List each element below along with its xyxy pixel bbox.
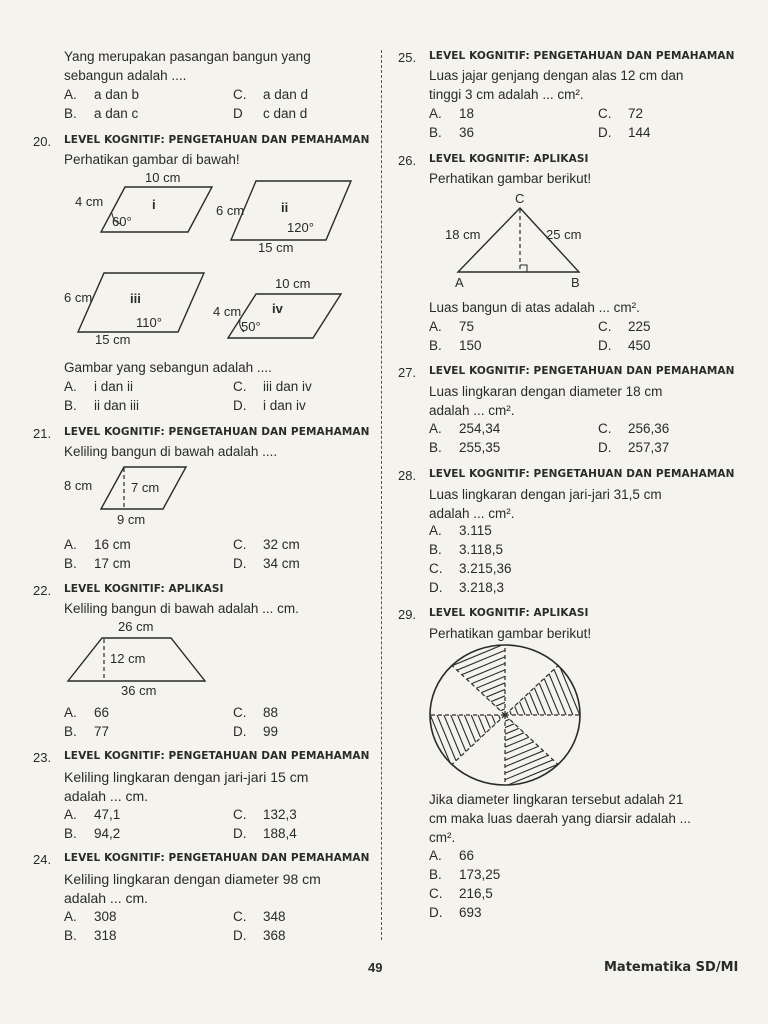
option-text: i dan iv	[263, 398, 306, 413]
q19-stem-line2: sebangun adalah ....	[64, 68, 187, 83]
q20-level: LEVEL KOGNITIF: PENGETAHUAN DAN PEMAHAMAN	[64, 134, 370, 146]
vertex-a-label: A	[455, 275, 464, 290]
option-letter: A.	[64, 379, 77, 394]
vertex-b-label: B	[571, 275, 580, 290]
q24-stem-line1: Keliling lingkaran dengan diameter 98 cm	[64, 871, 321, 887]
i-side-label: 4 cm	[75, 194, 104, 209]
q24-stem-line2: adalah ... cm.	[64, 890, 149, 906]
hatch-line	[459, 669, 505, 780]
q26-left-label: 18 cm	[445, 227, 481, 242]
q21-level: LEVEL KOGNITIF: PENGETAHUAN DAN PEMAHAMAN	[64, 426, 370, 438]
option-text: 88	[263, 705, 279, 720]
q19-stem-line1: Yang merupakan pasangan bangun yang	[64, 49, 311, 64]
option-letter: C.	[233, 909, 247, 924]
q21-number: 21.	[33, 426, 52, 441]
hatch-line	[546, 635, 592, 746]
option-text: 3.218,3	[459, 580, 505, 595]
option-text: 72	[628, 106, 644, 121]
option-text: 16 cm	[94, 537, 131, 552]
option-text: 18	[459, 106, 475, 121]
iv-side-label: 4 cm	[213, 304, 242, 319]
q29-number: 29.	[398, 607, 417, 622]
q21-base-label: 9 cm	[117, 512, 146, 527]
option-text: 3.118,5	[459, 542, 504, 557]
ii-side-label: 6 cm	[216, 203, 245, 218]
q22-number: 22.	[33, 583, 52, 598]
option-letter: A.	[64, 909, 77, 924]
q28-stem-line2: adalah ... cm².	[429, 506, 515, 521]
q21-height-label: 7 cm	[131, 480, 160, 495]
hatch-line	[453, 671, 499, 782]
option-text: c dan d	[263, 106, 308, 121]
option-text: 66	[94, 705, 110, 720]
hatch-line	[418, 684, 464, 795]
q25-stem-line2: tinggi 3 cm adalah ... cm².	[429, 87, 584, 102]
option-text: 32 cm	[263, 537, 300, 552]
q23-level: LEVEL KOGNITIF: PENGETAHUAN DAN PEMAHAMAN	[64, 750, 370, 762]
hatch-line	[511, 648, 557, 759]
hatch-line	[471, 741, 582, 787]
option-text: 144	[628, 125, 651, 140]
option-letter: D.	[598, 338, 612, 353]
q27-stem-line1: Luas lingkaran dengan diameter 18 cm	[429, 384, 663, 399]
iii-name-label: iii	[130, 291, 141, 306]
q29-prompt-line1: Jika diameter lingkaran tersebut adalah 21	[429, 792, 684, 807]
option-letter: C.	[429, 561, 443, 576]
option-text: 94,2	[94, 826, 121, 841]
option-letter: D.	[233, 928, 247, 943]
q23-number: 23.	[33, 750, 52, 765]
hatch-line	[423, 632, 534, 678]
option-text: 17 cm	[94, 556, 131, 571]
option-text: 255,35	[459, 440, 501, 455]
q24-level: LEVEL KOGNITIF: PENGETAHUAN DAN PEMAHAMAN	[64, 852, 370, 864]
ii-angle-label: 120°	[287, 220, 314, 235]
option-text: 216,5	[459, 886, 493, 901]
hatch-line	[441, 675, 487, 786]
option-letter: A.	[64, 537, 77, 552]
hatch-line	[541, 637, 587, 748]
q29-option-c[interactable]	[429, 885, 493, 903]
q21-stem: Keliling bangun di bawah adalah ....	[64, 444, 278, 459]
option-letter: C.	[233, 537, 247, 552]
option-letter: D	[233, 106, 243, 121]
q24-number: 24.	[33, 852, 52, 867]
option-text: 99	[263, 724, 279, 739]
option-letter: B.	[64, 724, 77, 739]
option-text: 150	[459, 338, 482, 353]
iv-name-label: iv	[272, 301, 283, 316]
option-text: 47,1	[94, 807, 121, 822]
q23-stem-line1: Keliling lingkaran dengan jari-jari 15 cm	[64, 769, 309, 785]
option-text: 132,3	[263, 807, 297, 822]
q29-option-d[interactable]	[429, 904, 482, 922]
hatch-line	[454, 703, 565, 749]
option-letter: A.	[429, 523, 442, 538]
option-letter: C.	[233, 807, 247, 822]
i-top-label: 10 cm	[145, 170, 181, 185]
q22-top-label: 26 cm	[118, 619, 154, 634]
option-letter: B.	[64, 826, 77, 841]
option-letter: B.	[64, 398, 77, 413]
option-text: iii dan iv	[263, 379, 312, 394]
option-letter: C.	[429, 886, 443, 901]
option-letter: B.	[64, 106, 77, 121]
option-letter: A.	[429, 319, 442, 334]
q25-level: LEVEL KOGNITIF: PENGETAHUAN DAN PEMAHAMAN	[429, 50, 735, 62]
i-angle-label: 60°	[112, 214, 132, 229]
q20-prompt: Gambar yang sebangun adalah ....	[64, 360, 272, 375]
hatch-line	[467, 730, 578, 776]
option-letter: D.	[429, 580, 443, 595]
option-letter: C.	[598, 319, 612, 334]
option-letter: C.	[598, 421, 612, 436]
sector-divider	[452, 715, 505, 764]
q20-stem: Perhatikan gambar di bawah!	[64, 152, 240, 167]
option-text: 450	[628, 338, 651, 353]
hatch-line	[523, 644, 569, 755]
option-letter: A.	[64, 807, 77, 822]
option-letter: C.	[233, 379, 247, 394]
option-text: 173,25	[459, 867, 501, 882]
q26-stem: Perhatikan gambar berikut!	[429, 171, 592, 186]
option-letter: B.	[429, 338, 442, 353]
hatch-line	[406, 689, 452, 800]
option-letter: A.	[64, 705, 77, 720]
option-text: 368	[263, 928, 286, 943]
q22-bottom-label: 36 cm	[121, 683, 157, 698]
q22-stem: Keliling bangun di bawah adalah ... cm.	[64, 601, 299, 616]
hatch-line	[445, 681, 556, 727]
q26-level: LEVEL KOGNITIF: APLIKASI	[429, 153, 589, 165]
q28-stem-line1: Luas lingkaran dengan jari-jari 31,5 cm	[429, 487, 662, 502]
option-text: a dan d	[263, 87, 309, 102]
hatch-line	[529, 641, 575, 752]
option-text: 693	[459, 905, 482, 920]
q20-number: 20.	[33, 134, 52, 149]
option-letter: D.	[598, 440, 612, 455]
option-letter: B.	[64, 556, 77, 571]
option-text: 34 cm	[263, 556, 300, 571]
option-text: 3.115	[459, 523, 492, 538]
option-text: 36	[459, 125, 475, 140]
q26-number: 26.	[398, 153, 417, 168]
q28-level: LEVEL KOGNITIF: PENGETAHUAN DAN PEMAHAMAN	[429, 468, 735, 480]
ii-name-label: ii	[281, 200, 289, 215]
option-letter: A.	[429, 106, 442, 121]
q25-number: 25.	[398, 50, 417, 65]
i-name-label: i	[152, 197, 156, 212]
option-text: ii dan iii	[94, 398, 140, 413]
option-text: a dan c	[94, 106, 139, 121]
q29-level: LEVEL KOGNITIF: APLIKASI	[429, 607, 589, 619]
hatch-line	[429, 680, 475, 791]
q27-stem-line2: adalah ... cm².	[429, 403, 515, 418]
option-letter: D.	[233, 398, 247, 413]
option-letter: B.	[429, 125, 442, 140]
q27-number: 27.	[398, 365, 417, 380]
q22-height-label: 12 cm	[110, 651, 146, 666]
hatch-line	[420, 626, 531, 672]
ii-bottom-label: 15 cm	[258, 240, 294, 255]
option-text: 66	[459, 848, 475, 863]
option-letter: B.	[429, 440, 442, 455]
option-text: 257,37	[628, 440, 670, 455]
q29-option-b[interactable]	[429, 866, 500, 884]
option-text: 254,34	[459, 421, 501, 436]
q26-right-label: 25 cm	[546, 227, 582, 242]
iii-side-label: 6 cm	[64, 290, 93, 305]
option-text: 308	[94, 909, 117, 924]
hatch-line	[459, 714, 570, 760]
option-text: 225	[628, 319, 651, 334]
hatch-line	[412, 687, 458, 798]
option-letter: C.	[233, 87, 247, 102]
q25-stem-line1: Luas jajar genjang dengan alas 12 cm dan	[429, 68, 684, 83]
option-letter: D.	[233, 556, 247, 571]
book-title: Matematika SD/MI	[604, 960, 739, 975]
option-letter: A.	[429, 848, 442, 863]
hatch-line	[428, 643, 539, 689]
option-text: 348	[263, 909, 286, 924]
hatched-sector	[418, 621, 558, 733]
hatch-line	[433, 654, 544, 700]
option-letter: B.	[429, 867, 442, 882]
q29-prompt-line2: cm maka luas daerah yang diarsir adalah ...	[429, 811, 691, 826]
q29-stem: Perhatikan gambar berikut!	[429, 626, 592, 641]
q23-stem-line2: adalah ... cm.	[64, 788, 149, 804]
option-letter: C.	[598, 106, 612, 121]
hatch-line	[435, 678, 481, 789]
hatch-line	[447, 687, 558, 733]
q22-level: LEVEL KOGNITIF: APLIKASI	[64, 583, 224, 595]
option-text: 318	[94, 928, 117, 943]
option-letter: A.	[64, 87, 77, 102]
q28-number: 28.	[398, 468, 417, 483]
option-letter: D.	[233, 724, 247, 739]
iii-angle-label: 110°	[136, 315, 162, 330]
option-text: 75	[459, 319, 475, 334]
iii-bottom-label: 15 cm	[95, 332, 131, 347]
vertex-c-label: C	[515, 191, 525, 206]
hatch-line	[440, 670, 551, 716]
iv-top-label: 10 cm	[275, 276, 311, 291]
q29-prompt-line3: cm².	[429, 830, 456, 845]
option-letter: B.	[64, 928, 77, 943]
option-text: 188,4	[263, 826, 297, 841]
hatch-line	[423, 682, 469, 793]
sector-dividers	[430, 645, 580, 785]
option-text: 77	[94, 724, 110, 739]
q21-side-label: 8 cm	[64, 478, 93, 493]
option-text: 3.215,36	[459, 561, 512, 576]
option-letter: B.	[429, 542, 442, 557]
option-letter: C.	[233, 705, 247, 720]
hatch-line	[558, 630, 604, 741]
hatch-line	[552, 632, 598, 743]
option-letter: D.	[429, 905, 443, 920]
sector-divider	[505, 666, 558, 715]
iv-angle-label: 50°	[241, 319, 261, 334]
q27-level: LEVEL KOGNITIF: PENGETAHUAN DAN PEMAHAMAN	[429, 365, 735, 377]
option-letter: D.	[233, 826, 247, 841]
option-letter: D.	[598, 125, 612, 140]
option-text: a dan b	[94, 87, 140, 102]
hatch-line	[452, 697, 563, 743]
hatch-line	[535, 639, 581, 750]
option-letter: A.	[429, 421, 442, 436]
q29-option-a[interactable]	[429, 847, 474, 865]
hatch-line	[418, 621, 529, 667]
option-text: 256,36	[628, 421, 670, 436]
q26-prompt: Luas bangun di atas adalah ... cm².	[429, 300, 640, 315]
page-number: 49	[368, 960, 383, 975]
option-text: i dan ii	[94, 379, 134, 394]
hatch-line	[505, 651, 551, 762]
